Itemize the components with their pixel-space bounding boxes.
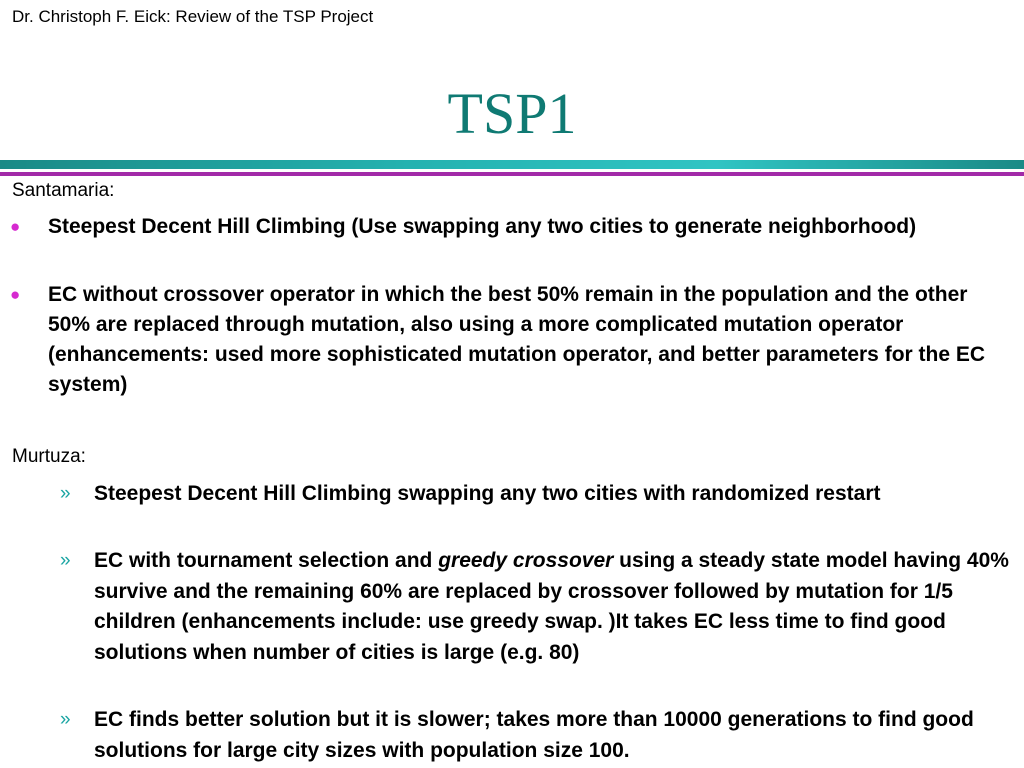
- title-divider-purple: [0, 172, 1024, 176]
- sub-list-item-text-before: EC with tournament selection and: [94, 549, 439, 572]
- bullet-dot-icon: ●: [10, 285, 21, 304]
- list-item: [10, 280, 1008, 400]
- sub-list-item-text: EC finds better solution but it is slower; takes more than 10000 generations to find good solutions for large city sizes with population size 100.: [94, 708, 974, 762]
- section-label-murtuza: Murtuza:: [12, 446, 86, 467]
- bullet-chevron-icon: »: [60, 483, 71, 504]
- title-divider-teal: [0, 160, 1024, 169]
- section-label-santamaria: Santamaria:: [12, 180, 115, 201]
- slide-header: Dr. Christoph F. Eick: Review of the TSP Project: [12, 7, 374, 26]
- bullet-chevron-icon: »: [60, 709, 71, 730]
- sub-list-item: [60, 705, 1014, 766]
- sub-list-item: [60, 479, 1014, 510]
- list-item: [10, 212, 1008, 242]
- bullet-dot-icon: ●: [10, 217, 21, 236]
- sub-list-item-text-italic: greedy crossover: [438, 549, 614, 572]
- sub-list-item-text-after: using a steady state model having 40% survive and the remaining 60% are replaced by crossover followed by mutation for 1/5 children (enhancements include: use greedy swap. )It takes EC less time to find good solutions when number of cities is large (e.g. 80): [94, 549, 1009, 664]
- list-item-text: EC without crossover operator in which the best 50% remain in the population and the other 50% are replaced through mutation, also using a more complicated mutation operator (enhancements: used more sophisticated mutation operator, and better parameters for the EC system): [48, 283, 986, 396]
- sub-list-item-text: Steepest Decent Hill Climbing swapping any two cities with randomized restart: [94, 482, 881, 505]
- slide-title: TSP1: [447, 81, 577, 146]
- list-item-text: Steepest Decent Hill Climbing (Use swapping any two cities to generate neighborhood): [48, 215, 917, 238]
- bullet-chevron-icon: »: [60, 550, 71, 571]
- sub-list-item: [60, 546, 1014, 668]
